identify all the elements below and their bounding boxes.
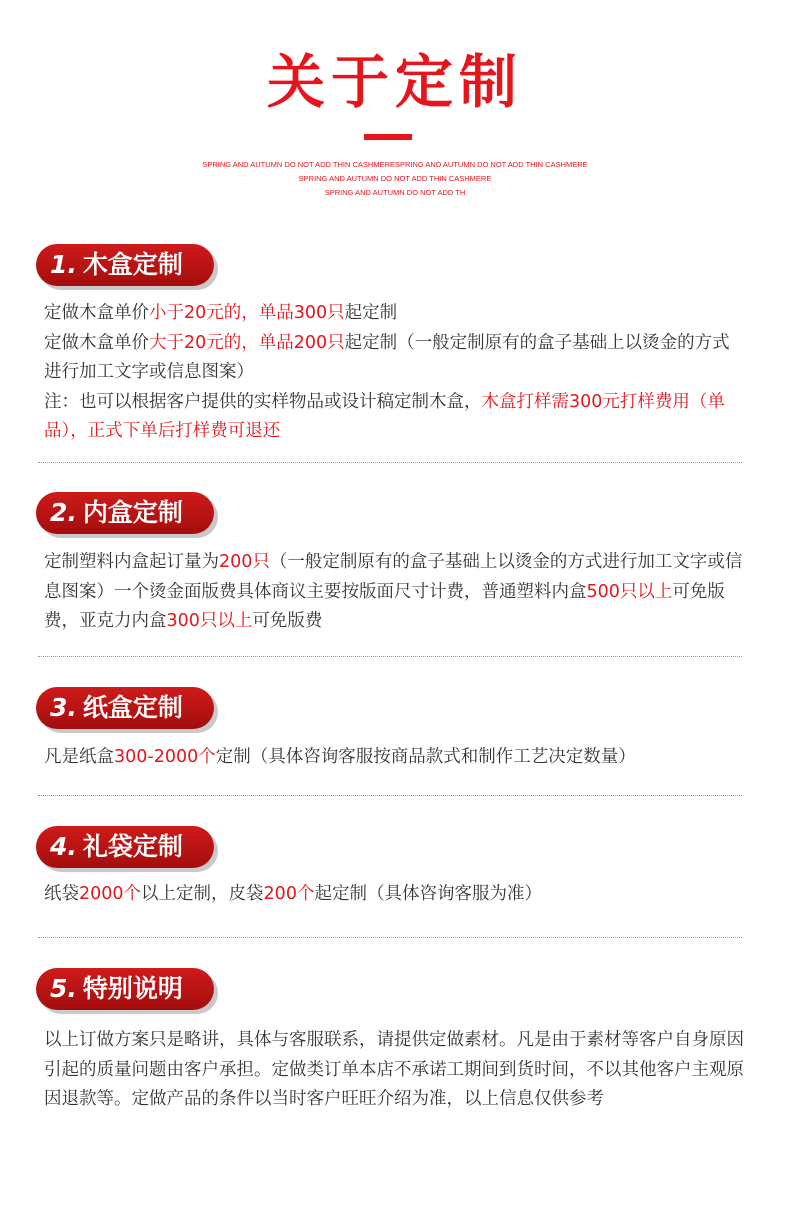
highlight-text: 300-2000个 [114,747,216,767]
highlight-text: 大于20元的，单品200只 [149,332,345,353]
section-body [44,880,744,910]
paragraph [44,299,744,329]
title-underline [364,134,412,140]
highlight-text: 500只以上 [586,581,673,602]
text-run: 纸袋 [44,884,79,904]
highlight-text: 小于20元的，单品300只 [149,303,345,323]
section-body [44,299,744,447]
divider [38,795,742,796]
section-title: 特别说明 [82,974,183,1003]
section-heading-wood-box [36,244,214,286]
section-number: 3. [50,693,77,722]
text-run: 定做木盒单价 [44,332,149,353]
section-number: 2. [50,498,77,527]
section-title: 木盒定制 [82,250,183,279]
subtitle-line-3: SPRING AND AUTUMN DO NOT ADD TH [324,188,466,197]
section-body: 以上订做方案只是略讲，具体与客服联系，请提供定做素材。凡是由于素材等客户自身原因引起的质量问题由客户承担。定做类订单本店不承诺工期间到货时间，不以其他客户主观原因退款等。定做产品的条件以当时客户旺旺介绍为准，以上信息仅供参考 [44,1030,744,1109]
section-heading-gift-bag [36,826,214,868]
section-title: 内盒定制 [82,498,183,527]
text-run: 以上定制，皮袋 [141,884,264,904]
section-body [44,743,744,773]
divider [38,462,742,463]
section-number: 1. [50,250,77,279]
section-title: 纸盒定制 [82,693,183,722]
text-run: 起定制（具体咨询客服为准） [314,884,542,904]
highlight-text: 木盒打样需300元打样费用（单品），正式下单后打样费可退还 [44,391,725,441]
text-run: 定制（具体咨询客服按商品款式和制作工艺决定数量） [215,747,636,767]
highlight-text: 200个 [263,884,315,904]
text-run: 可免版费，亚克力内盒 [44,581,725,631]
text-run: 可免版费 [252,611,323,631]
section-title: 礼袋定制 [82,832,183,861]
text-run: 凡是纸盒 [44,747,114,767]
section-heading-special-notes [36,968,214,1010]
divider [38,656,742,657]
section-heading-inner-box [36,492,214,534]
text-run: 注：也可以根据客户提供的实样物品或设计稿定制木盒， [44,391,482,412]
highlight-text: 300只以上 [166,611,253,631]
text-run: 起定制 [344,303,398,323]
section-heading-paper-box [36,687,214,729]
text-run: 定制塑料内盒起订量为 [44,552,219,572]
page-title: 关于定制 [266,48,523,116]
divider [38,937,742,938]
section-number: 4. [50,832,77,861]
subtitle-line-1: SPRING AND AUTUMN DO NOT ADD THIN CASHMERESPRING AND AUTUMN DO NOT ADD THIN CASHMERE [202,160,588,169]
highlight-text: 200只 [219,552,270,572]
paragraph [44,388,744,447]
text-run: （一般定制原有的盒子基础上以烫金的方式进行加工文字或信息图案）一个烫金面版费具体商议主要按版面尺寸计费，普通塑料内盒 [44,552,743,602]
section-number: 5. [50,974,77,1003]
section-body [44,548,744,637]
highlight-text: 2000个 [79,884,142,904]
text-run: 起定制（一般定制原有的盒子基础上以烫金的方式进行加工文字或信息图案） [44,332,730,382]
paragraph [44,329,744,388]
subtitle-line-2: SPRING AND AUTUMN DO NOT ADD THIN CASHMERE [298,174,492,183]
text-run: 定做木盒单价 [44,303,149,323]
